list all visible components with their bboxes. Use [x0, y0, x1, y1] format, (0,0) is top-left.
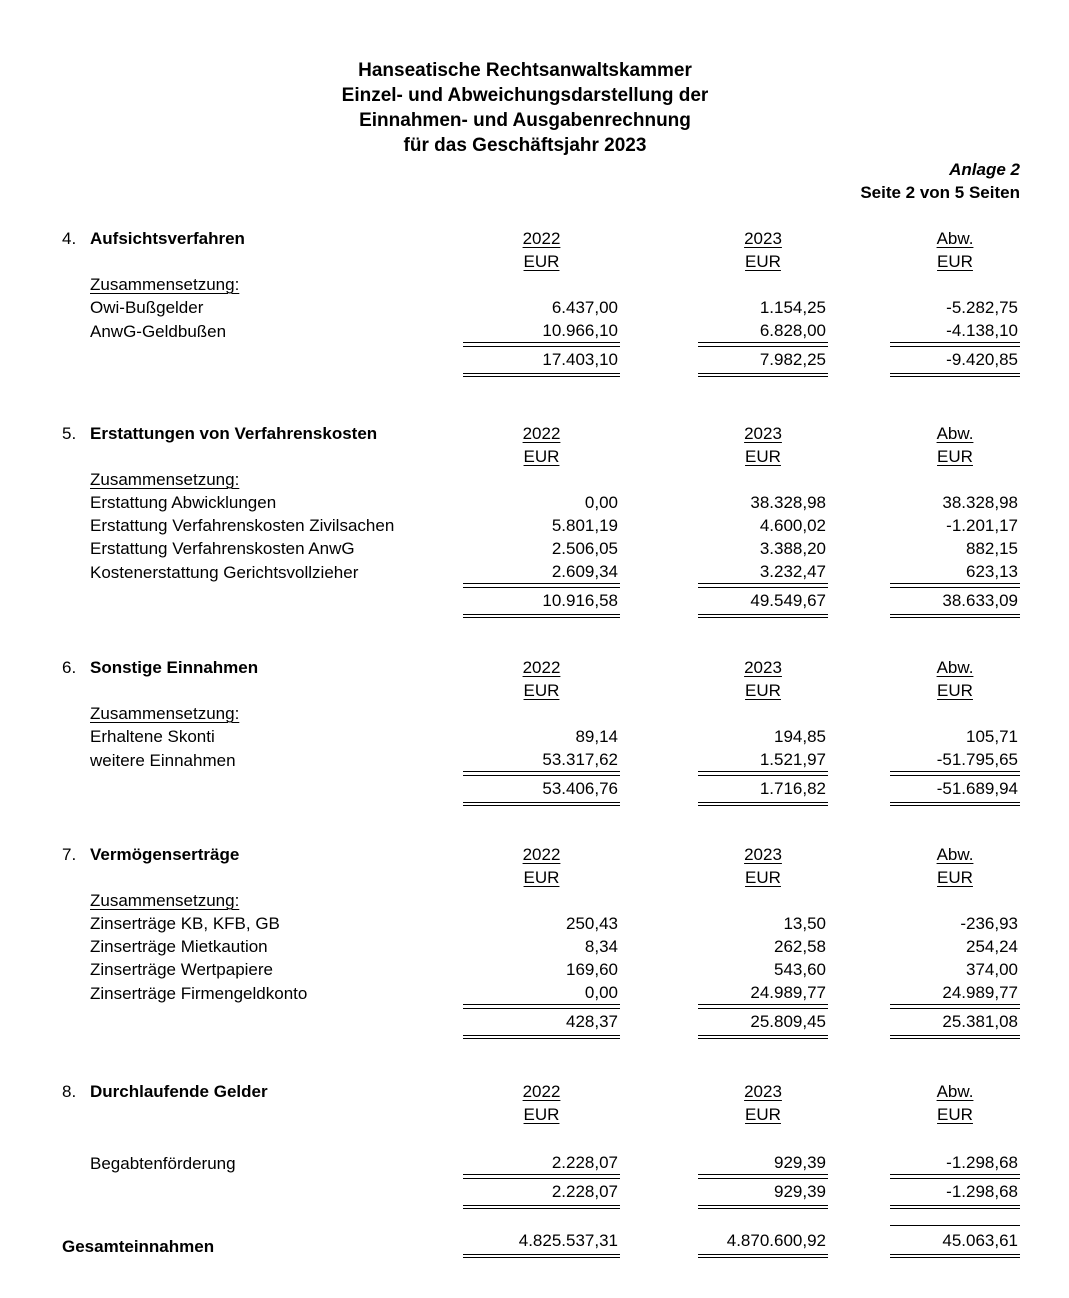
table-row [62, 491, 1069, 514]
total-2023: 25.809,45 [698, 1008, 828, 1039]
table-row [62, 935, 1069, 958]
amount-2022: 0,00 [584, 493, 618, 512]
amount-2022: 6.437,00 [551, 298, 618, 317]
currency-row [62, 445, 1069, 468]
currency-label: EUR [523, 447, 560, 466]
table-row [62, 748, 1069, 772]
grand-total-label: Gesamteinnahmen [62, 1237, 215, 1256]
total-2022: 53.406,76 [463, 775, 620, 806]
total-2022: 2.228,07 [463, 1178, 620, 1209]
column-header-2023: 2023 [744, 424, 782, 443]
section-number: 8. [62, 1082, 77, 1101]
amount-abw: 374,00 [966, 960, 1018, 979]
column-header-2023: 2023 [744, 1082, 782, 1101]
amount-2022: 89,14 [575, 727, 618, 746]
table-row [62, 319, 1069, 343]
amount-2023: 24.989,77 [698, 981, 828, 1005]
amount-2023: 38.328,98 [750, 493, 826, 512]
amount-2023: 929,39 [698, 1151, 828, 1175]
table-row [62, 560, 1069, 584]
column-header-abw: Abw. [936, 658, 974, 677]
total-abw: -51.689,94 [890, 775, 1020, 806]
amount-abw: 254,24 [966, 937, 1018, 956]
row-label: Erstattung Abwicklungen [90, 493, 277, 512]
amount-2023: 3.232,47 [698, 560, 828, 584]
amount-2022: 53.317,62 [463, 748, 620, 772]
row-label: Owi-Bußgelder [90, 298, 204, 317]
amount-2022: 0,00 [463, 981, 620, 1005]
total-abw: 38.633,09 [890, 587, 1020, 618]
grand-total-abw: 45.063,61 [890, 1225, 1020, 1258]
section-4-aufsichtsverfahren [0, 227, 1069, 377]
row-label: Zinserträge Firmengeldkonto [90, 984, 308, 1003]
column-header-2022: 2022 [522, 424, 561, 443]
currency-label: EUR [745, 681, 781, 700]
row-label: AnwG-Geldbußen [90, 322, 227, 341]
annex-label: Anlage 2 [949, 160, 1020, 179]
currency-label: EUR [523, 868, 560, 887]
amount-2023: 6.828,00 [698, 319, 828, 343]
total-2022: 17.403,10 [463, 346, 620, 377]
currency-label: EUR [937, 681, 973, 700]
composition-label: Zusammensetzung: [90, 470, 240, 489]
section-title: Erstattungen von Verfahrenskosten [90, 424, 378, 443]
total-abw: 25.381,08 [890, 1008, 1020, 1039]
composition-label: Zusammensetzung: [90, 891, 240, 910]
document-meta-block [0, 158, 1020, 204]
amount-abw: 24.989,77 [890, 981, 1020, 1005]
section-total-row [62, 346, 1069, 377]
section-7-vermoegensertraege [0, 843, 1069, 1039]
total-2022: 10.916,58 [463, 587, 620, 618]
table-row [62, 514, 1069, 537]
amount-2022: 10.966,10 [463, 319, 620, 343]
column-header-2023: 2023 [744, 229, 782, 248]
document-title-line-4: für das Geschäftsjahr 2023 [403, 135, 647, 156]
row-label: weitere Einnahmen [90, 751, 236, 770]
amount-2023: 4.600,02 [759, 516, 826, 535]
row-label: Zinserträge Wertpapiere [90, 960, 273, 979]
section-header-row [62, 656, 1069, 679]
currency-label: EUR [937, 252, 973, 271]
table-row [62, 725, 1069, 748]
row-label: Begabtenförderung [90, 1154, 236, 1173]
currency-label: EUR [937, 447, 973, 466]
composition-label: Zusammensetzung: [90, 275, 240, 294]
section-5-erstattungen [0, 422, 1069, 618]
row-label: Erstattung Verfahrenskosten Zivilsachen [90, 516, 395, 535]
table-row [62, 958, 1069, 981]
section-total-row [62, 1178, 1069, 1209]
page-number-label: Seite 2 von 5 Seiten [860, 183, 1020, 202]
total-2023: 7.982,25 [698, 346, 828, 377]
total-2023: 49.549,67 [698, 587, 828, 618]
total-2022: 428,37 [463, 1008, 620, 1039]
table-row [62, 912, 1069, 935]
section-header-row [62, 422, 1069, 445]
table-row [62, 296, 1069, 319]
amount-abw: 38.328,98 [942, 493, 1018, 512]
section-header-row [62, 227, 1069, 250]
amount-2022: 169,60 [566, 960, 618, 979]
currency-label: EUR [745, 1105, 781, 1124]
currency-label: EUR [523, 681, 560, 700]
amount-abw: -1.298,68 [890, 1151, 1020, 1175]
amount-abw: 105,71 [966, 727, 1018, 746]
section-header-row [62, 1080, 1069, 1103]
composition-label: Zusammensetzung: [90, 704, 240, 723]
amount-2022: 5.801,19 [551, 516, 618, 535]
currency-row [62, 250, 1069, 273]
row-label: Zinserträge KB, KFB, GB [90, 914, 280, 933]
column-header-abw: Abw. [936, 229, 974, 248]
currency-label: EUR [745, 868, 781, 887]
total-2023: 929,39 [698, 1178, 828, 1209]
table-row [62, 981, 1069, 1005]
grand-total-2022: 4.825.537,31 [463, 1226, 620, 1258]
amount-2022: 2.228,07 [463, 1151, 620, 1175]
column-header-2022: 2022 [522, 229, 561, 248]
amount-abw: 882,15 [966, 539, 1018, 558]
currency-row [62, 679, 1069, 702]
document-title-block [0, 58, 1050, 158]
section-number: 4. [62, 229, 77, 248]
composition-row [62, 889, 1069, 912]
currency-label: EUR [523, 252, 560, 271]
section-header-row [62, 843, 1069, 866]
section-6-sonstige-einnahmen [0, 656, 1069, 806]
total-abw: -1.298,68 [890, 1178, 1020, 1209]
currency-label: EUR [745, 447, 781, 466]
currency-row [62, 1103, 1069, 1126]
amount-2023: 1.521,97 [698, 748, 828, 772]
column-header-2022: 2022 [522, 845, 561, 864]
section-total-row [62, 587, 1069, 618]
amount-2023: 543,60 [774, 960, 826, 979]
section-total-row [62, 1008, 1069, 1039]
row-label: Kostenerstattung Gerichtsvollzieher [90, 563, 359, 582]
section-number: 6. [62, 658, 77, 677]
column-header-2023: 2023 [744, 845, 782, 864]
amount-2022: 2.506,05 [551, 539, 618, 558]
column-header-2023: 2023 [744, 658, 782, 677]
grand-total-2023: 4.870.600,92 [698, 1226, 828, 1258]
currency-label: EUR [523, 1105, 560, 1124]
document-title-line-1: Hanseatische Rechtsanwaltskammer [358, 60, 692, 81]
currency-row [62, 866, 1069, 889]
composition-row [62, 468, 1069, 491]
currency-label: EUR [745, 252, 781, 271]
blank-row [0, 1126, 1069, 1151]
amount-abw: -51.795,65 [890, 748, 1020, 772]
table-row [62, 1151, 1069, 1175]
amount-2023: 194,85 [774, 727, 826, 746]
section-title: Vermögenserträge [90, 845, 240, 864]
row-label: Zinserträge Mietkaution [90, 937, 268, 956]
amount-abw: -236,93 [960, 914, 1018, 933]
amount-abw: -1.201,17 [946, 516, 1018, 535]
section-number: 5. [62, 424, 77, 443]
section-title: Durchlaufende Gelder [90, 1082, 268, 1101]
amount-2022: 250,43 [566, 914, 618, 933]
amount-2022: 8,34 [584, 937, 618, 956]
amount-2023: 3.388,20 [759, 539, 826, 558]
document-title-line-2: Einzel- und Abweichungsdarstellung der [341, 85, 709, 106]
section-total-row [62, 775, 1069, 806]
amount-2022: 2.609,34 [463, 560, 620, 584]
column-header-abw: Abw. [936, 845, 974, 864]
amount-abw: 623,13 [890, 560, 1020, 584]
amount-abw: -4.138,10 [890, 319, 1020, 343]
document-title-line-3: Einnahmen- und Ausgabenrechnung [359, 110, 691, 131]
section-number: 7. [62, 845, 77, 864]
amount-2023: 262,58 [774, 937, 826, 956]
section-title: Sonstige Einnahmen [90, 658, 259, 677]
column-header-abw: Abw. [936, 1082, 974, 1101]
total-2023: 1.716,82 [698, 775, 828, 806]
grand-total-row [62, 1225, 1069, 1258]
amount-2023: 1.154,25 [759, 298, 826, 317]
column-header-abw: Abw. [936, 424, 974, 443]
section-title: Aufsichtsverfahren [90, 229, 245, 248]
composition-row [62, 273, 1069, 296]
amount-abw: -5.282,75 [946, 298, 1018, 317]
column-header-2022: 2022 [522, 1082, 561, 1101]
row-label: Erstattung Verfahrenskosten AnwG [90, 539, 355, 558]
currency-label: EUR [937, 868, 973, 887]
column-header-2022: 2022 [522, 658, 561, 677]
amount-2023: 13,50 [783, 914, 826, 933]
composition-row [62, 702, 1069, 725]
row-label: Erhaltene Skonti [90, 727, 215, 746]
table-row [62, 537, 1069, 560]
section-8-durchlaufende-gelder [0, 1080, 1069, 1209]
currency-label: EUR [937, 1105, 973, 1124]
total-abw: -9.420,85 [890, 346, 1020, 377]
